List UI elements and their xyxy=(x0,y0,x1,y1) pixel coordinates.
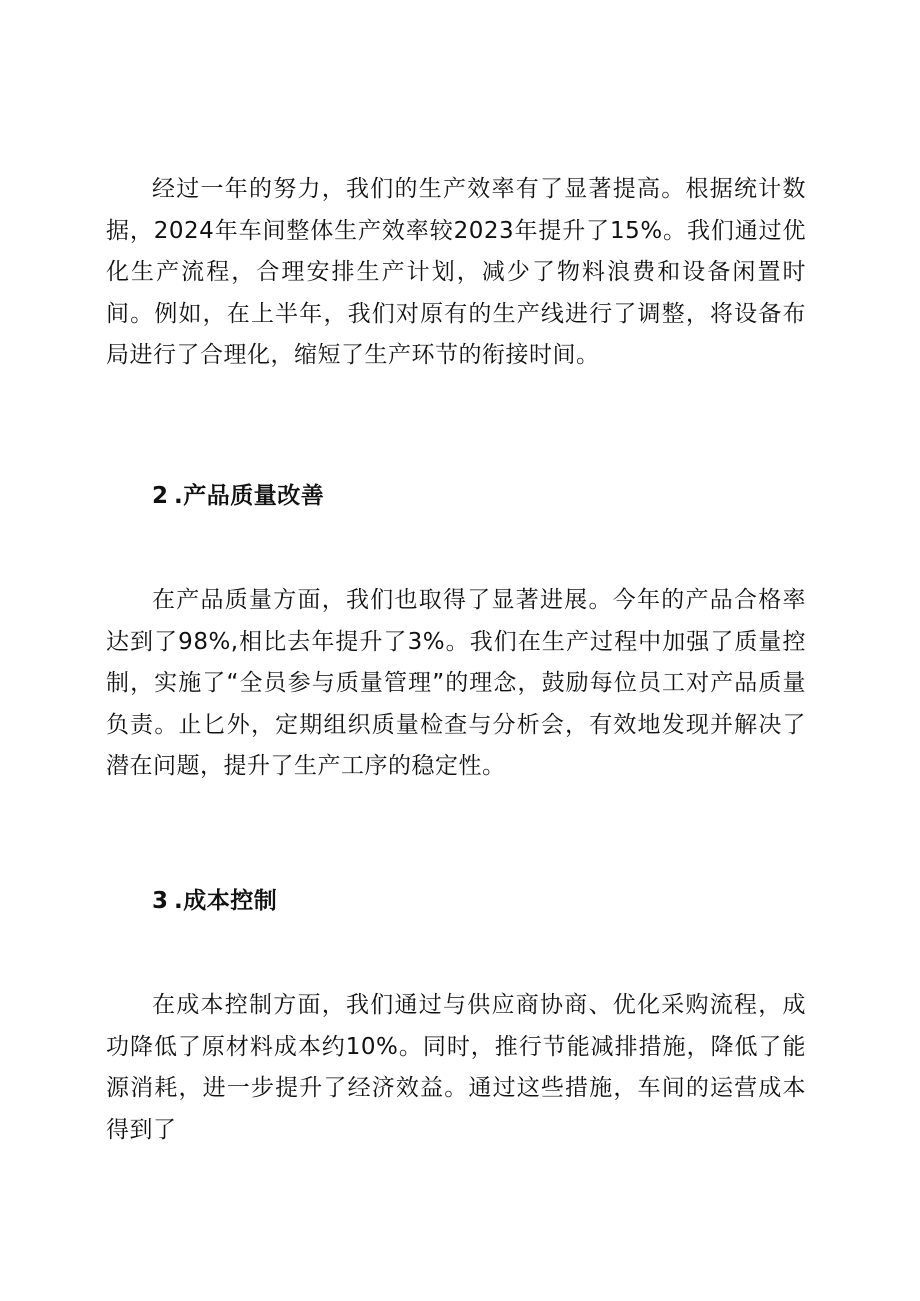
section-number: 2 xyxy=(152,483,169,509)
paragraph-production-efficiency: 经过一年的努力，我们的生产效率有了显著提高。根据统计数据，2024年车间整体生产效率较2023年提升了15%。我们通过优化生产流程，合理安排生产计划，减少了物料浪费和设备闲置时间。例如，在上半年，我们对原有的生产线进行了调整，将设备布局进行了合理化，缩短了生产环节的衔接时间。 xyxy=(106,176,806,368)
paragraph-cost-control: 在成本控制方面，我们通过与供应商协商、优化采购流程，成功降低了原材料成本约10%。同时，推行节能减排措施，降低了能源消耗，进一步提升了经济效益。通过这些措施，车间的运营成本得到了 xyxy=(106,992,806,1143)
paragraph-product-quality: 在产品质量方面，我们也取得了显著进展。今年的产品合格率达到了98%,相比去年提升了3%。我们在生产过程中加强了质量控制，实施了“全员参与质量管理”的理念，鼓励每位员工对产品质量负责。止匕外，定期组织质量检查与分析会，有效地发现并解决了潜在问题，提升了生产工序的稳定性。 xyxy=(106,587,806,779)
section-heading-quality xyxy=(152,481,324,511)
section-title: .产品质量改善 xyxy=(174,483,325,509)
section-title: .成本控制 xyxy=(174,888,278,914)
section-heading-cost xyxy=(152,886,277,916)
section-number: 3 xyxy=(152,888,169,914)
